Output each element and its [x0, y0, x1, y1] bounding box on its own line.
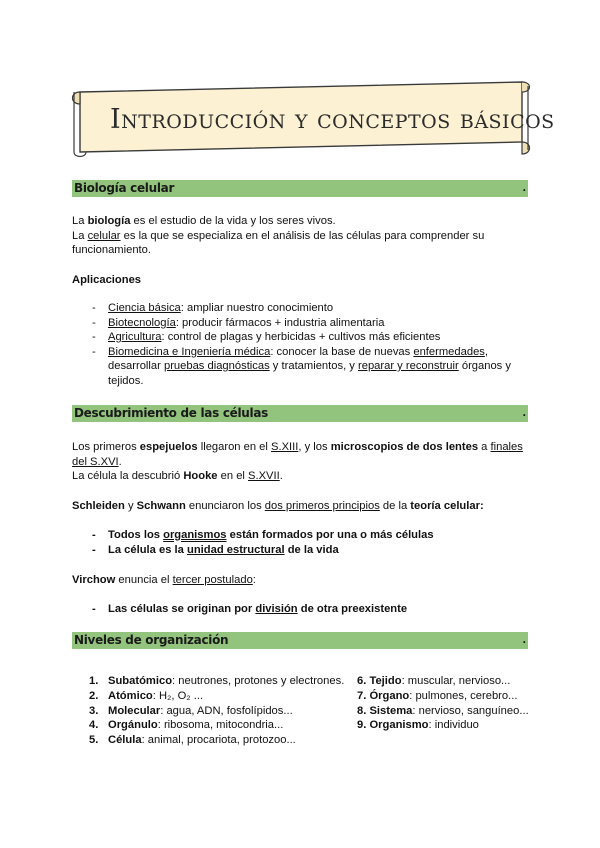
level-desc: : muscular, nervioso... [401, 675, 511, 687]
list-text: Las células se originan por [108, 603, 256, 615]
text: y [124, 500, 137, 512]
text: Los primeros [72, 441, 140, 453]
level-desc: : nervioso, sanguíneo... [412, 704, 529, 717]
aplicaciones-label: Aplicaciones [72, 274, 142, 286]
list-item [89, 674, 344, 689]
underlined-term: dos primeros principios [264, 500, 380, 512]
list-text: : control de plagas y herbicidas + cultivos más eficientes [161, 331, 441, 343]
level-name: Molecular [108, 704, 161, 717]
underlined-term: celular [87, 229, 121, 242]
underlined-term: S.XVII [248, 470, 280, 482]
list-number: 1. [89, 675, 99, 687]
text: llegaron en el [197, 441, 272, 453]
list-number: 9. [357, 719, 367, 732]
text: enuncia el [115, 574, 173, 586]
level-name: Organismo [369, 719, 429, 732]
level-desc: : agua, ADN, fosfolípidos... [160, 704, 293, 717]
principios-list [92, 528, 522, 557]
list-text: órganos y tejidos. [108, 360, 511, 387]
text: . [279, 470, 283, 482]
text: en el [217, 470, 249, 482]
list-item [89, 733, 344, 748]
list-item [92, 301, 522, 316]
list-item [357, 704, 529, 719]
underlined-term: S.XIII [271, 441, 299, 453]
list-text: Todos los [108, 529, 164, 541]
paragraph-definicion-biologia [72, 214, 528, 229]
postulado-list [92, 602, 522, 617]
list-text: de otra preexistente [297, 603, 408, 615]
section-title: Niveles de organización [74, 633, 229, 647]
list-text: : ampliar nuestro conocimiento [180, 302, 334, 314]
bold-term: microscopios de dos lentes [330, 441, 479, 453]
list-item [357, 674, 529, 689]
underlined-term: finales del S.XVI [72, 441, 523, 468]
level-desc: : pulmones, cerebro... [409, 689, 518, 702]
list-text: y tratamientos, y [269, 360, 358, 372]
underlined-term: organismos [163, 529, 227, 541]
text: enunciaron los [185, 500, 265, 512]
level-desc: : H₂, O₂ ... [152, 689, 204, 702]
niveles-list-right [357, 674, 529, 733]
list-text: La célula es la [108, 543, 187, 556]
underlined-term: pruebas diagnósticas [163, 360, 270, 372]
title-banner [66, 80, 555, 158]
underlined-term: unidad estructural [186, 543, 285, 556]
list-item [357, 718, 529, 733]
bold-term: Schleiden [72, 500, 125, 512]
list-item [89, 718, 344, 733]
section-header-biologia [72, 180, 528, 197]
section-dot: . [522, 405, 526, 419]
section-dot: . [522, 180, 526, 194]
level-desc: : individuo [428, 719, 479, 732]
list-number: 4. [89, 719, 99, 732]
list-text: , desarrollar [108, 345, 488, 372]
list-item [89, 689, 344, 704]
level-desc: : neutrones, protones y electrones. [172, 675, 345, 687]
list-item [92, 528, 522, 543]
list-item [92, 316, 522, 331]
level-name: Subatómico [108, 675, 173, 687]
section-title: Descubrimiento de las células [74, 406, 268, 420]
list-text: de la vida [284, 543, 339, 556]
bold-term: biología [87, 215, 131, 227]
list-text: : conocer la base de nuevas [270, 345, 414, 358]
section-header-niveles [72, 632, 528, 649]
list-term: Agricultura [108, 331, 162, 343]
list-term: Biomedicina e Ingeniería médica [108, 345, 271, 358]
list-item [92, 602, 522, 617]
text: . [118, 455, 122, 468]
section-title: Biología celular [74, 181, 175, 195]
list-number: 5. [89, 734, 99, 747]
underlined-term: división [255, 603, 298, 615]
list-text: están formados por una o más células [226, 529, 434, 541]
niveles-list-left [89, 674, 344, 748]
list-text: : producir fármacos + industria alimentaria [175, 316, 385, 329]
text: , y los [298, 441, 331, 453]
section-dot: . [522, 632, 526, 646]
paragraph-espejuelos [72, 440, 528, 469]
paragraph-hooke [72, 469, 528, 484]
list-item [92, 543, 522, 558]
underlined-term: enfermedades [413, 345, 485, 358]
aplicaciones-list [92, 301, 522, 388]
text: La [72, 229, 88, 242]
level-name: Orgánulo [108, 719, 158, 732]
list-number: 7. [357, 689, 367, 702]
list-item [357, 689, 529, 704]
list-term: Biotecnología [108, 316, 176, 329]
text: : [252, 574, 256, 586]
list-item [92, 345, 522, 389]
paragraph-virchow [72, 573, 528, 588]
text: es la que se especializa en el análisis de las células para comprender su funcionamiento. [72, 229, 485, 256]
underlined-term: tercer postulado [172, 574, 253, 586]
level-name: Atómico [108, 689, 153, 702]
underlined-term: reparar y reconstruir [358, 360, 459, 372]
paragraph-definicion-celular [72, 229, 492, 258]
text: de la [379, 500, 411, 512]
text: La [72, 215, 88, 227]
list-number: 2. [89, 689, 99, 702]
text: es el estudio de la vida y los seres vivos. [130, 215, 336, 227]
text: a [478, 441, 491, 453]
list-number: 6. [357, 675, 367, 687]
list-item [89, 704, 344, 719]
bold-term: Virchow [72, 574, 116, 586]
bold-term: espejuelos [139, 441, 198, 453]
section-header-descubrimiento [72, 405, 528, 422]
list-term: Ciencia básica [108, 302, 181, 314]
level-name: Célula [108, 734, 142, 747]
list-number: 8. [357, 704, 367, 717]
list-number: 3. [89, 704, 99, 717]
level-name: Órgano [369, 689, 410, 702]
level-desc: : animal, procariota, protozoo... [141, 734, 296, 747]
list-item [92, 330, 522, 345]
text: La célula la descubrió [72, 470, 184, 482]
bold-term: teoría celular: [410, 500, 484, 512]
level-desc: : ribosoma, mitocondria... [157, 719, 284, 732]
bold-term: Schwann [136, 500, 186, 512]
level-name: Tejido [369, 675, 402, 687]
bold-term: Hooke [183, 470, 218, 482]
page-title: Introducción y conceptos básicos [110, 104, 555, 135]
level-name: Sistema [369, 704, 413, 717]
paragraph-schleiden-schwann [72, 499, 528, 514]
